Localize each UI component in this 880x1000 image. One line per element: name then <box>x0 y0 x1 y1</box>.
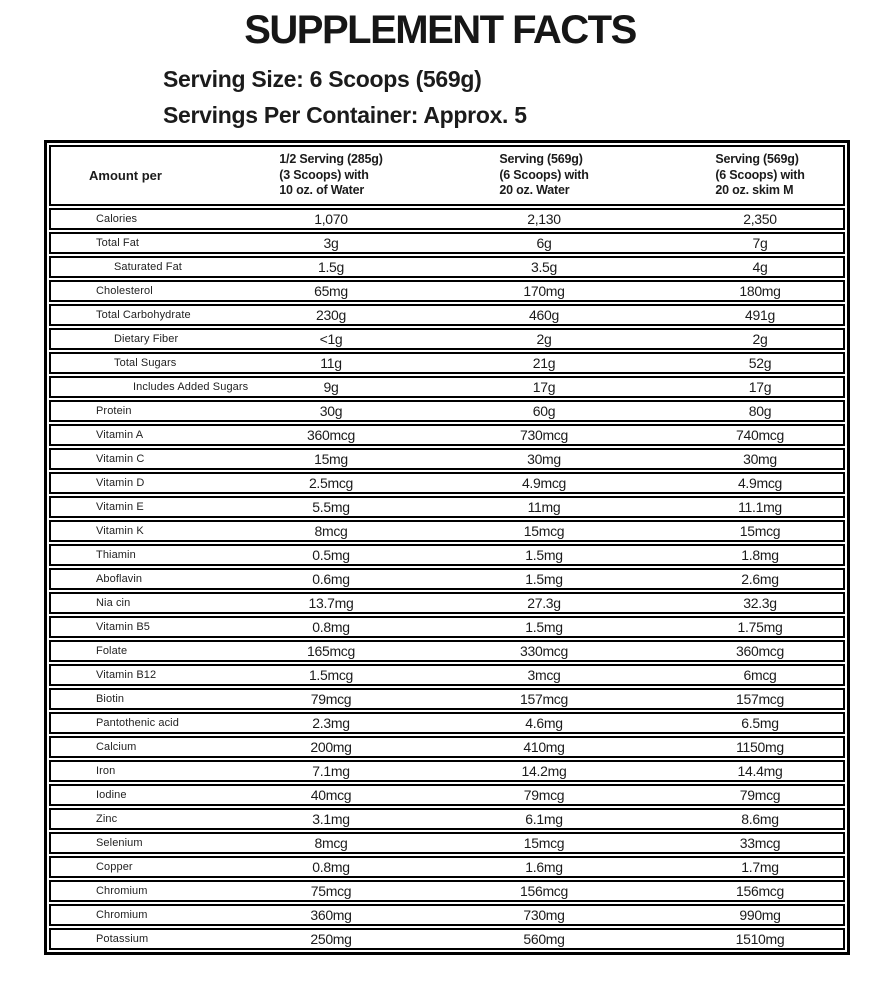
supplement-facts-table <box>44 140 850 955</box>
nutrient-value: 1.5mcg <box>308 666 354 683</box>
table-row <box>49 736 845 758</box>
column-header-serving-water <box>411 152 677 199</box>
table-row <box>49 376 845 398</box>
nutrient-value: 2.6mg <box>741 570 779 587</box>
nutrient-value: 1.5mg <box>525 546 563 563</box>
nutrient-value: 2.5mcg <box>308 474 354 491</box>
nutrient-name: Copper <box>96 860 133 873</box>
nutrient-value: 0.8mg <box>312 618 350 635</box>
nutrient-value: 15mcg <box>739 522 781 539</box>
nutrient-value: 52g <box>748 354 772 371</box>
table-row <box>49 640 845 662</box>
nutrient-value: 8.6mg <box>741 810 779 827</box>
nutrient-value: 3.5g <box>530 258 558 275</box>
nutrient-value: 200mg <box>310 738 352 755</box>
nutrient-value: 14.2mg <box>521 762 567 779</box>
nutrient-name: Total Carbohydrate <box>96 308 191 321</box>
nutrient-value: 6.5mg <box>741 714 779 731</box>
nutrient-name: Dietary Fiber <box>114 332 179 345</box>
nutrient-name: Vitamin K <box>96 524 144 537</box>
table-row <box>49 232 845 254</box>
nutrient-value: 17g <box>532 378 556 395</box>
nutrient-value: 17g <box>748 378 772 395</box>
servings-per-container-text: Servings Per Container: Approx. 5 <box>163 102 527 128</box>
nutrient-value: 30g <box>319 402 343 419</box>
table-row <box>49 688 845 710</box>
nutrient-name: Chromium <box>96 884 148 897</box>
nutrient-value: 1.8mg <box>741 546 779 563</box>
table-row <box>49 328 845 350</box>
column-header-amount-per: Amount per <box>89 167 162 183</box>
nutrient-value: 3g <box>323 234 339 251</box>
nutrient-value: 11mg <box>527 498 561 515</box>
column-header-line: (6 Scoops) with <box>499 167 589 182</box>
table-row <box>49 592 845 614</box>
nutrient-name: Vitamin A <box>96 428 144 441</box>
table-row <box>49 208 845 230</box>
table-row <box>49 424 845 446</box>
table-row <box>49 280 845 302</box>
nutrient-value: 740mcg <box>735 426 784 443</box>
nutrient-name: Calcium <box>96 740 137 753</box>
table-row <box>49 880 845 902</box>
nutrient-name: Selenium <box>96 836 143 849</box>
serving-size-text: Serving Size: 6 Scoops (569g) <box>163 66 482 92</box>
nutrient-value: 170mg <box>523 282 565 299</box>
nutrient-value: 1150mg <box>736 738 784 755</box>
nutrient-value: 0.6mg <box>312 570 350 587</box>
table-row <box>49 448 845 470</box>
nutrient-name: Vitamin D <box>96 476 145 489</box>
nutrient-value: 80g <box>748 402 772 419</box>
table-row <box>49 616 845 638</box>
nutrient-name: Potassium <box>96 932 149 945</box>
table-row <box>49 400 845 422</box>
nutrient-value: 0.5mg <box>312 546 350 563</box>
table-row <box>49 496 845 518</box>
table-row <box>49 928 845 950</box>
nutrient-value: 460g <box>529 306 559 323</box>
nutrient-name: Total Sugars <box>114 356 177 369</box>
nutrient-value: 15mg <box>314 450 348 467</box>
nutrient-value: 21g <box>532 354 556 371</box>
nutrient-value: 491g <box>745 306 775 323</box>
table-row <box>49 568 845 590</box>
nutrient-value: 1,070 <box>314 210 348 227</box>
nutrient-value: 40mcg <box>310 786 352 803</box>
nutrient-value: 3.1mg <box>312 810 350 827</box>
nutrient-value: <1g <box>319 330 343 347</box>
nutrient-value: 13.7mg <box>308 594 354 611</box>
nutrient-value: 1.75mg <box>737 618 783 635</box>
nutrient-value: 156mcg <box>519 882 568 899</box>
nutrient-value: 79mcg <box>310 690 352 707</box>
nutrient-value: 990mg <box>739 906 781 923</box>
nutrient-value: 1.5mg <box>525 618 563 635</box>
column-header-line: 1/2 Serving (285g) <box>279 152 383 166</box>
table-row <box>49 520 845 542</box>
nutrient-value: 2g <box>752 330 768 347</box>
nutrient-value: 730mcg <box>519 426 568 443</box>
nutrient-value: 157mcg <box>519 690 568 707</box>
nutrient-name: Cholesterol <box>96 284 153 297</box>
column-header-line: 20 oz. Water <box>499 183 570 197</box>
nutrient-value: 4g <box>752 258 768 275</box>
table-row <box>49 664 845 686</box>
table-row <box>49 856 845 878</box>
nutrient-value: 8mcg <box>314 834 348 851</box>
nutrient-value: 6g <box>536 234 552 251</box>
column-header-line: Serving (569g) <box>715 152 799 166</box>
table-row <box>49 808 845 830</box>
nutrient-name: Saturated Fat <box>114 260 182 273</box>
table-row <box>49 304 845 326</box>
nutrient-value: 11.1mg <box>738 498 782 515</box>
nutrient-value: 410mg <box>523 738 565 755</box>
nutrient-value: 5.5mg <box>312 498 350 515</box>
nutrient-value: 4.6mg <box>525 714 563 731</box>
nutrient-value: 11g <box>320 354 342 371</box>
nutrient-name: Folate <box>96 644 128 657</box>
nutrient-value: 79mcg <box>523 786 565 803</box>
nutrient-name: Thiamin <box>96 548 136 561</box>
nutrient-value: 6.1mg <box>525 810 563 827</box>
table-row <box>49 760 845 782</box>
nutrient-name: Protein <box>96 404 132 417</box>
nutrient-value: 1.5mg <box>525 570 563 587</box>
nutrient-value: 60g <box>532 402 556 419</box>
column-header-line: (3 Scoops) with <box>279 167 369 182</box>
page-title: SUPPLEMENT FACTS <box>244 8 636 52</box>
nutrient-value: 1.6mg <box>525 858 563 875</box>
table-row <box>49 784 845 806</box>
nutrient-value: 15mcg <box>523 834 565 851</box>
nutrient-name: Aboflavin <box>96 572 143 585</box>
column-header-half-serving-water <box>251 152 411 199</box>
nutrient-value: 27.3g <box>527 594 561 611</box>
nutrient-name: Pantothenic acid <box>96 716 179 729</box>
nutrient-value: 14.4mg <box>737 762 783 779</box>
nutrient-value: 3mcg <box>527 666 561 683</box>
nutrient-value: 165mcg <box>306 642 355 659</box>
table-row <box>49 832 845 854</box>
nutrient-name: Iron <box>96 764 116 777</box>
nutrient-value: 7g <box>752 234 768 251</box>
nutrient-value: 730mg <box>523 906 565 923</box>
nutrient-name: Vitamin E <box>96 500 144 513</box>
nutrient-value: 180mg <box>739 282 781 299</box>
column-header-line: (6 Scoops) with <box>715 167 805 182</box>
nutrient-value: 4.9mcg <box>737 474 783 491</box>
table-header-row <box>49 145 845 206</box>
nutrient-value: 360mcg <box>735 642 784 659</box>
nutrient-value: 560mg <box>523 930 565 947</box>
nutrient-value: 4.9mcg <box>521 474 567 491</box>
nutrient-value: 1.7mg <box>741 858 779 875</box>
nutrient-value: 1.5g <box>317 258 345 275</box>
column-header-line: 20 oz. skim M <box>715 183 794 197</box>
nutrient-value: 30mg <box>527 450 561 467</box>
nutrient-value: 0.8mg <box>312 858 350 875</box>
nutrient-value: 33mcg <box>739 834 781 851</box>
table-row <box>49 472 845 494</box>
table-row <box>49 352 845 374</box>
nutrient-value: 360mcg <box>306 426 355 443</box>
nutrient-value: 2,130 <box>527 210 561 227</box>
nutrient-value: 230g <box>316 306 346 323</box>
nutrient-value: 79mcg <box>739 786 781 803</box>
nutrient-value: 9g <box>323 378 339 395</box>
table-row <box>49 904 845 926</box>
nutrient-name: Biotin <box>96 692 125 705</box>
nutrient-value: 1510mg <box>735 930 785 947</box>
table-row <box>49 544 845 566</box>
nutrient-value: 65mg <box>314 282 348 299</box>
nutrient-name: Vitamin B12 <box>96 668 157 681</box>
nutrient-value: 157mcg <box>735 690 784 707</box>
table-row <box>49 712 845 734</box>
table-row <box>49 256 845 278</box>
nutrient-name: Zinc <box>96 812 118 825</box>
nutrient-value: 250mg <box>310 930 352 947</box>
nutrient-name: Calories <box>96 212 138 225</box>
nutrient-value: 8mcg <box>314 522 348 539</box>
nutrient-name: Chromium <box>96 908 148 921</box>
column-header-line: 10 oz. of Water <box>279 183 365 197</box>
nutrient-value: 156mcg <box>735 882 784 899</box>
nutrient-value: 32.3g <box>743 594 777 611</box>
nutrient-value: 2g <box>536 330 552 347</box>
nutrient-name: Total Fat <box>96 236 140 249</box>
nutrient-name: Vitamin C <box>96 452 145 465</box>
nutrient-value: 2,350 <box>743 210 777 227</box>
nutrient-name: Iodine <box>96 788 127 801</box>
column-header-line: Serving (569g) <box>499 152 583 166</box>
nutrient-value: 330mcg <box>519 642 568 659</box>
nutrient-name: Nia cin <box>96 596 131 609</box>
nutrient-value: 7.1mg <box>312 762 350 779</box>
column-header-serving-skim-milk <box>677 152 843 199</box>
nutrient-value: 30mg <box>743 450 777 467</box>
nutrient-name: Vitamin B5 <box>96 620 150 633</box>
nutrient-value: 6mcg <box>743 666 777 683</box>
nutrient-value: 2.3mg <box>312 714 350 731</box>
nutrient-value: 360mg <box>310 906 352 923</box>
nutrient-name: Includes Added Sugars <box>133 380 249 393</box>
serving-info <box>163 66 880 128</box>
nutrient-value: 75mcg <box>310 882 352 899</box>
nutrient-value: 15mcg <box>523 522 565 539</box>
